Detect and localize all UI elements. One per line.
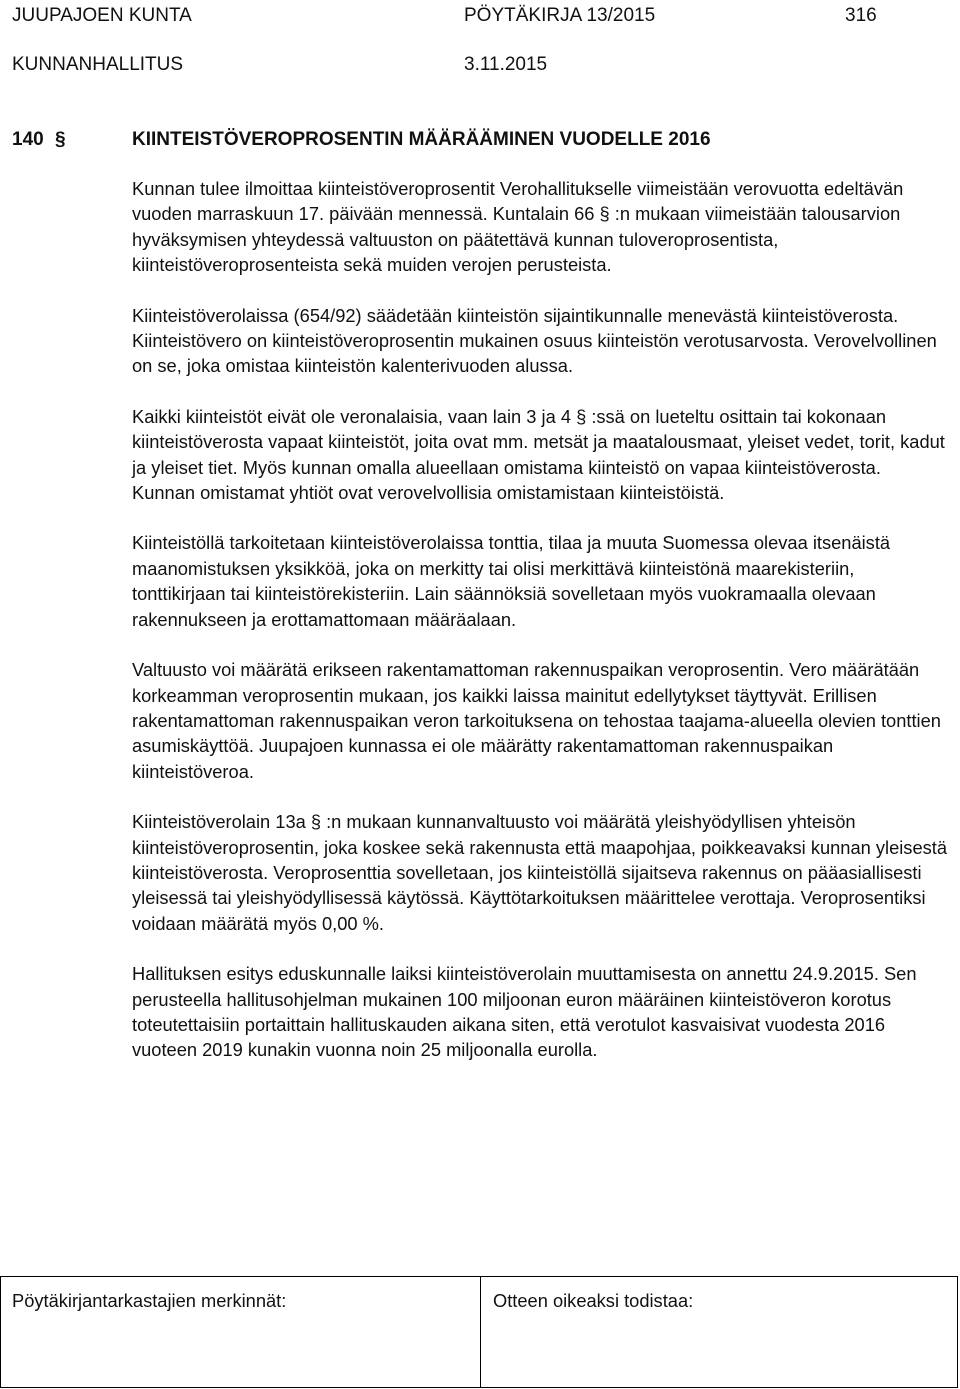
paragraph-5: Valtuusto voi määrätä erikseen rakentamattoman rakennuspaikan veroprosentin. Vero määrätään korkeamman veroprosentin mukaan, jos kaikki laissa mainitut edellytykset täyttyvät. Erillisen rakentamattoman rakennuspaikan veron tarkoituksena on tehostaa taajama-alueella olevien tonttien asumiskäyttöä. Juupajoen kunnassa ei ole määrätty rakentamattoman rakennuspaikan kiinteistöveroa.	[132, 659, 941, 782]
paragraph-7: Hallituksen esitys eduskunnalle laiksi kiinteistöverolain muuttamisesta on annettu 24.9.2015. Sen perusteella hallitusohjelman mukainen 100 miljoonan euron määräinen kiinteistöveron korotus toteutettaisiin portaittain hallituskauden aikana siten, että verotulot kasvaisivat vuodesta 2016 vuoteen 2019 kunakin vuonna noin 25 miljoonalla eurolla.	[132, 963, 917, 1061]
page-number: 316	[845, 5, 877, 26]
reviewers-notes-label: Pöytäkirjantarkastajien merkinnät:	[12, 1290, 287, 1311]
organization-name: JUUPAJOEN KUNTA	[12, 5, 192, 26]
meeting-date: 3.11.2015	[464, 54, 548, 75]
signature-box	[0, 1276, 958, 1388]
section-title: KIINTEISTÖVEROPROSENTIN MÄÄRÄÄMINEN VUODELLE 2016	[132, 129, 711, 150]
governing-body: KUNNANHALLITUS	[12, 54, 184, 75]
certification-label: Otteen oikeaksi todistaa:	[493, 1290, 694, 1311]
paragraph-3: Kaikki kiinteistöt eivät ole veronalaisia, vaan lain 3 ja 4 § :ssä on lueteltu osittain tai kokonaan kiinteistöverosta vapaat kiinteistöt, joita ovat mm. metsät ja maatalousmaat, yleiset vedet, torit, kadut ja yleiset tiet. Myös kunnan omalla alueellaan omistama kiinteistö on vapaa kiinteistöverosta. Kunnan omistamat yhtiöt ovat verovelvollisia omistamistaan kiinteistöistä.	[132, 405, 945, 504]
section-sign: §	[55, 129, 66, 150]
section-number: 140	[12, 129, 44, 150]
paragraph-2: Kiinteistöverolaissa (654/92) säädetään kiinteistön sijaintikunnalle menevästä kiinteistöverosta. Kiinteistövero on kiinteistöveroprosentin mukainen osuus kiinteistön verotusarvosta. Verovelvollinen on se, joka omistaa kiinteistön kalenterivuoden alussa.	[132, 304, 937, 377]
body-text	[132, 176, 947, 1088]
paragraph-4: Kiinteistöllä tarkoitetaan kiinteistöverolaissa tonttia, tilaa ja muuta Suomessa olevaa itsenäistä maanomistuksen yksikköä, joka on merkitty tai olisi merkittävä kiinteistönä maarekisteriin, tonttikirjaan tai kiinteistörekisteriin. Lain säännöksiä sovelletaan myös vuokramaalla olevaan rakennukseen ja erottamattomaan määräalaan.	[132, 532, 891, 630]
signature-box-divider	[480, 1277, 481, 1387]
paragraph-1: Kunnan tulee ilmoittaa kiinteistöveroprosentit Verohallitukselle viimeistään verovuotta edeltävän vuoden marraskuun 17. päivään mennessä. Kuntalain 66 § :n mukaan viimeistään talousarvion hyväksymisen yhteydessä valtuuston on päätettävä kunnan tuloveroprosentista, kiinteistöveroprosenteista sekä muiden verojen perusteista.	[132, 178, 904, 276]
paragraph-6: Kiinteistöverolain 13a § :n mukaan kunnanvaltuusto voi määrätä yleishyödyllisen yhteisön kiinteistöveroprosentin, joka koskee sekä rakennusta että maapohjaa, poikkeavaksi kunnan yleisestä kiinteistöverosta. Veroprosenttia sovelletaan, jos kiinteistöllä sijaitseva rakennus on pääasiallisesti yleisessä tai yleishyödyllisessä käytössä. Käyttötarkoituksen määrittelee verottaja. Veroprosentiksi voidaan määrätä myös 0,00 %.	[132, 811, 948, 934]
document-title: PÖYTÄKIRJA 13/2015	[464, 5, 656, 26]
